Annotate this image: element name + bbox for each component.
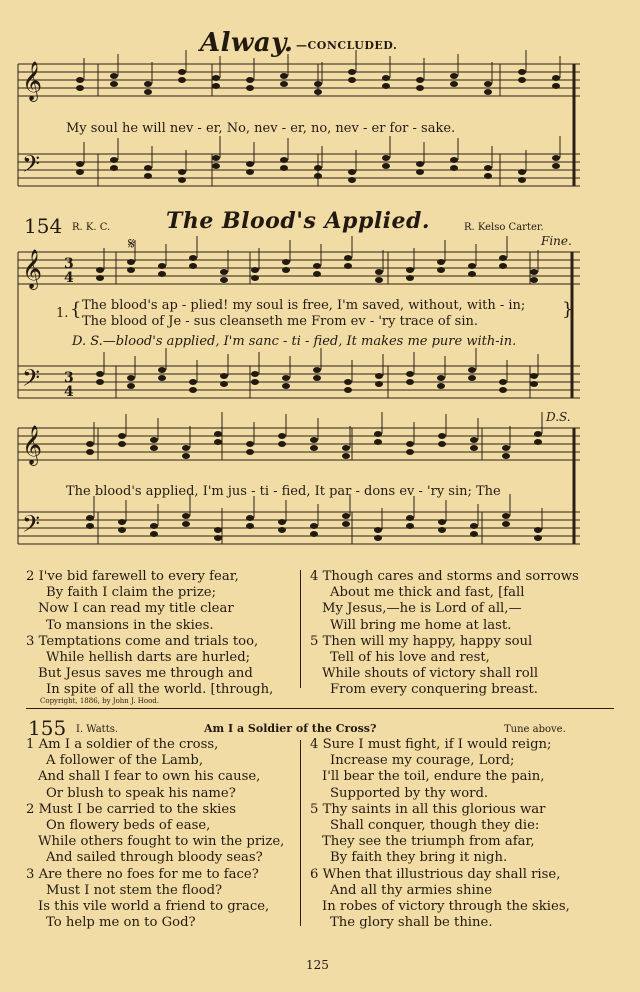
note-head <box>158 263 166 269</box>
note-head <box>182 513 190 519</box>
note-head <box>344 255 352 261</box>
note-head <box>110 165 118 171</box>
note-head <box>374 439 382 445</box>
note-head <box>382 75 390 81</box>
note-head <box>314 81 322 87</box>
note-head <box>437 375 445 381</box>
note-head <box>280 157 288 163</box>
stanza-line: 2 Must I be carried to the skies <box>26 801 236 817</box>
note-head <box>282 259 290 265</box>
note-head <box>438 527 446 533</box>
note-head <box>530 381 538 387</box>
note-head <box>110 157 118 163</box>
note-head <box>246 523 254 529</box>
note-head <box>158 271 166 277</box>
stanza-line: In robes of victory through the skies, <box>322 899 570 915</box>
note-head <box>342 445 350 451</box>
note-head <box>344 379 352 385</box>
note-head <box>127 383 135 389</box>
note-head <box>246 515 254 521</box>
note-head <box>375 373 383 379</box>
note-head <box>437 259 445 265</box>
note-head <box>251 267 259 273</box>
note-head <box>314 165 322 171</box>
note-head <box>342 513 350 519</box>
note-head <box>246 77 254 83</box>
note-head <box>499 263 507 269</box>
stanzas-155-right <box>310 737 620 931</box>
note-head <box>96 371 104 377</box>
note-head <box>416 169 424 175</box>
stanza-number: 5 <box>310 801 323 817</box>
note-head <box>280 73 288 79</box>
note-head <box>76 161 84 167</box>
note-head <box>470 437 478 443</box>
note-head <box>246 85 254 91</box>
note-head <box>534 431 542 437</box>
note-head <box>86 449 94 455</box>
note-head <box>280 81 288 87</box>
verse-1-line-2: The blood of Je - sus cleanseth me From ev - 'ry trace of sin. <box>82 314 479 329</box>
note-head <box>438 441 446 447</box>
stanza-line: Supported by thy word. <box>330 785 489 801</box>
note-head <box>348 177 356 183</box>
stanza-number: 1 <box>26 737 39 752</box>
stanza-line: About me thick and fast, [fall <box>330 585 525 601</box>
note-head <box>416 161 424 167</box>
stanza-line: On flowery beds of ease, <box>46 818 211 834</box>
note-head <box>150 531 158 537</box>
note-head <box>438 433 446 439</box>
hymn-154-number: 154 <box>24 214 63 238</box>
note-head <box>110 73 118 79</box>
stanza-line: Or blush to speak his name? <box>46 785 236 801</box>
stanza-line: By faith they bring it nigh. <box>330 850 508 866</box>
stanza-line: Tell of his love and rest, <box>330 650 490 666</box>
note-head <box>246 441 254 447</box>
note-head <box>450 157 458 163</box>
note-head <box>212 155 220 161</box>
note-head <box>282 375 290 381</box>
note-head <box>76 85 84 91</box>
note-head <box>470 531 478 537</box>
note-head <box>86 441 94 447</box>
stanza-line: By faith I claim the prize; <box>46 585 217 601</box>
note-head <box>348 169 356 175</box>
note-head <box>348 69 356 75</box>
note-head <box>189 387 197 393</box>
note-head <box>342 453 350 459</box>
note-head <box>416 85 424 91</box>
note-head <box>278 519 286 525</box>
stanza-line: To help me on to God? <box>46 915 196 931</box>
note-head <box>375 277 383 283</box>
note-head <box>178 169 186 175</box>
svg-text:4: 4 <box>64 270 74 286</box>
stanzas-155-left <box>26 737 306 931</box>
note-head <box>344 387 352 393</box>
alway-lyric: My soul he will nev - er, No, nev - er, no, nev - er for - sake. <box>66 121 456 136</box>
stanza-number: 4 <box>310 569 323 584</box>
refrain-lyric: The blood's applied, I'm jus - ti - fied, It par - dons ev - 'ry sin; The <box>66 484 501 499</box>
note-head <box>313 263 321 269</box>
stanza-line: Shall conquer, though they die: <box>330 818 540 834</box>
note-head <box>214 439 222 445</box>
note-head <box>344 263 352 269</box>
note-head <box>374 535 382 541</box>
note-head <box>144 81 152 87</box>
note-head <box>118 433 126 439</box>
note-head <box>406 523 414 529</box>
note-head <box>86 523 94 529</box>
note-head <box>189 263 197 269</box>
note-head <box>382 83 390 89</box>
hymn-154-title: The Blood's Applied. <box>166 208 431 234</box>
stanza-number: 4 <box>310 737 323 752</box>
note-head <box>127 375 135 381</box>
hymn-155-tune: Tune above. <box>504 724 566 735</box>
note-head <box>552 83 560 89</box>
note-head <box>127 267 135 273</box>
stanza-line: A follower of the Lamb, <box>46 753 204 769</box>
note-head <box>552 163 560 169</box>
note-head <box>484 173 492 179</box>
note-head <box>178 69 186 75</box>
svg-text:3: 3 <box>64 256 74 272</box>
note-head <box>518 169 526 175</box>
note-head <box>468 271 476 277</box>
note-head <box>76 169 84 175</box>
note-head <box>450 81 458 87</box>
note-head <box>552 155 560 161</box>
blood-bass-staff-2 <box>18 512 580 544</box>
stanzas-154-right <box>310 569 620 699</box>
note-head <box>502 453 510 459</box>
stanza-line: 3 Temptations come and trials too, <box>26 633 259 649</box>
stanza-line: My Jesus,—he is Lord of all,— <box>322 601 522 617</box>
stanza-line: Increase my courage, Lord; <box>330 753 515 769</box>
note-head <box>348 77 356 83</box>
note-head <box>468 367 476 373</box>
stanza-line: 5 Thy saints in all this glorious war <box>310 801 546 817</box>
note-head <box>530 277 538 283</box>
stanza-line: And sailed through bloody seas? <box>46 850 263 866</box>
stanza-number: 3 <box>26 866 39 882</box>
note-head <box>214 431 222 437</box>
stanza-line: While others fought to win the prize, <box>38 834 285 850</box>
stanza-line: And all thy armies shine <box>330 882 493 898</box>
note-head <box>282 267 290 273</box>
note-head <box>313 375 321 381</box>
note-head <box>76 77 84 83</box>
note-head <box>150 437 158 443</box>
section-subtitle: —CONCLUDED. <box>296 39 398 52</box>
note-head <box>251 275 259 281</box>
note-head <box>182 445 190 451</box>
note-head <box>150 523 158 529</box>
stanza-line: In spite of all the world. [through, <box>46 682 274 698</box>
note-head <box>189 379 197 385</box>
note-head <box>518 77 526 83</box>
note-head <box>437 383 445 389</box>
alway-bass-staff <box>18 154 580 186</box>
note-head <box>374 431 382 437</box>
note-head <box>534 439 542 445</box>
note-head <box>214 527 222 533</box>
note-head <box>470 445 478 451</box>
note-head <box>144 173 152 179</box>
note-head <box>375 381 383 387</box>
note-head <box>406 379 414 385</box>
svg-text:4: 4 <box>64 384 74 400</box>
note-head <box>246 161 254 167</box>
note-head <box>278 433 286 439</box>
note-head <box>468 263 476 269</box>
stanza-line: Must I not stem the flood? <box>46 882 223 898</box>
note-head <box>375 269 383 275</box>
note-head <box>280 165 288 171</box>
note-head <box>212 83 220 89</box>
stanza-line: I'll bear the toil, endure the pain, <box>322 769 545 785</box>
hymn-155-title: Am I a Soldier of the Cross? <box>204 722 377 735</box>
note-head <box>310 437 318 443</box>
note-head <box>518 69 526 75</box>
stanza-number: 6 <box>310 866 323 882</box>
note-head <box>406 515 414 521</box>
note-head <box>96 275 104 281</box>
stanza-line: From every conquering breast. <box>330 682 538 698</box>
note-head <box>502 521 510 527</box>
note-head <box>450 165 458 171</box>
note-head <box>158 367 166 373</box>
ds-line: D. S.—blood's applied, I'm sanc - ti - fied, It makes me pure with-in. <box>72 334 517 349</box>
note-head <box>470 523 478 529</box>
note-head <box>416 77 424 83</box>
note-head <box>246 169 254 175</box>
note-head <box>214 535 222 541</box>
note-head <box>310 531 318 537</box>
stanza-line: 4 Sure I must fight, if I would reign; <box>310 737 552 752</box>
note-head <box>502 445 510 451</box>
note-head <box>518 177 526 183</box>
svg-text:𝄢: 𝄢 <box>22 510 41 543</box>
note-head <box>484 89 492 95</box>
stanza-number: 3 <box>26 633 39 649</box>
note-head <box>499 379 507 385</box>
verse-number: 1. <box>56 306 69 321</box>
note-head <box>484 81 492 87</box>
note-head <box>220 373 228 379</box>
blood-treble-staff-2 <box>18 428 580 460</box>
note-head <box>530 373 538 379</box>
note-head <box>382 163 390 169</box>
note-head <box>484 165 492 171</box>
stanza-line: The glory shall be thine. <box>330 915 493 931</box>
note-head <box>96 379 104 385</box>
note-head <box>314 173 322 179</box>
stanza-line: To mansions in the skies. <box>46 617 214 633</box>
note-head <box>502 513 510 519</box>
note-head <box>144 89 152 95</box>
note-head <box>220 381 228 387</box>
note-head <box>406 371 414 377</box>
stanza-line: 3 Are there no foes for me to face? <box>26 866 259 882</box>
note-head <box>438 519 446 525</box>
page-number: 125 <box>306 958 329 972</box>
svg-text:3: 3 <box>64 370 74 386</box>
stanza-line: While shouts of victory shall roll <box>322 666 539 682</box>
note-head <box>314 89 322 95</box>
note-head <box>118 441 126 447</box>
segno-sign: 𝄋 <box>128 234 135 253</box>
stanza-line: 1 Am I a soldier of the cross, <box>26 737 219 752</box>
note-head <box>251 379 259 385</box>
note-head <box>150 445 158 451</box>
note-head <box>406 441 414 447</box>
note-head <box>182 453 190 459</box>
stanza-number: 2 <box>26 801 39 817</box>
note-head <box>220 269 228 275</box>
stanza-line: While hellish darts are hurled; <box>46 650 251 666</box>
note-head <box>278 441 286 447</box>
stanza-line: 4 Though cares and storms and sorrows <box>310 569 579 584</box>
stanzas-154-left <box>26 569 306 699</box>
note-head <box>406 275 414 281</box>
note-head <box>110 81 118 87</box>
note-head <box>220 277 228 283</box>
stanza-line: 6 When that illustrious day shall rise, <box>310 866 561 882</box>
note-head <box>189 255 197 261</box>
hymn-154-author: R. K. C. <box>72 222 111 233</box>
note-head <box>499 387 507 393</box>
note-head <box>310 445 318 451</box>
hymn-154-composer: R. Kelso Carter. <box>464 222 544 233</box>
note-head <box>251 371 259 377</box>
stanza-line: Now I can read my title clear <box>38 601 234 617</box>
note-head <box>158 375 166 381</box>
bass-clef: 𝄢 <box>22 150 41 183</box>
note-head <box>212 163 220 169</box>
note-head <box>406 267 414 273</box>
note-head <box>178 177 186 183</box>
note-head <box>468 375 476 381</box>
svg-text:𝄢: 𝄢 <box>22 364 41 397</box>
note-head <box>313 367 321 373</box>
hymn-155-number: 155 <box>28 716 67 740</box>
copyright: Copyright, 1886, by John J. Hood. <box>40 697 159 705</box>
stanza-line: 2 I've bid farewell to every fear, <box>26 569 239 584</box>
note-head <box>212 75 220 81</box>
stanza-number: 2 <box>26 569 39 584</box>
note-head <box>310 523 318 529</box>
note-head <box>530 269 538 275</box>
note-head <box>382 155 390 161</box>
note-head <box>246 449 254 455</box>
stanza-line: But Jesus saves me through and <box>38 666 253 682</box>
note-head <box>96 267 104 273</box>
note-head <box>374 527 382 533</box>
stanza-line: They see the triumph from afar, <box>322 834 535 850</box>
note-head <box>86 515 94 521</box>
note-head <box>552 75 560 81</box>
stanza-line: 5 Then will my happy, happy soul <box>310 633 533 649</box>
note-head <box>118 519 126 525</box>
note-head <box>534 527 542 533</box>
svg-text:𝄞: 𝄞 <box>22 249 43 289</box>
note-head <box>127 259 135 265</box>
note-head <box>282 383 290 389</box>
hymn-155-author: I. Watts. <box>76 724 119 735</box>
note-head <box>144 165 152 171</box>
note-head <box>406 449 414 455</box>
note-head <box>450 73 458 79</box>
note-head <box>178 77 186 83</box>
note-head <box>342 521 350 527</box>
note-head <box>437 267 445 273</box>
hymnal-page: Alway. —CONCLUDED. 𝄞 𝄢 𝄞 𝄢 3 4 3 4 𝄞 𝄢 My soul he will nev - er, No, nev - er, no, nev - er for - sake. 154 R. K. C. The Blood's Applied. R. Kelso Carter. 𝄋 Fine. 1. { The blood's ap - plied! my soul is free, I'm saved, without, with - in; The blood of Je - sus cleanseth me From ev - 'ry trace of sin. } D. S.—blood's applied, I'm sanc - ti - fied, It makes me pure with-in. D.S. The blood's applied, I'm jus - ti - fied, It par - dons ev - 'ry sin; The 2 I've bid farewell to every fear, By faith I claim the prize; Now I can read my title clear To mansions in the skies. 3 Temptations come and trials too, While hellish darts are hurled; But Jesus saves me through and In spite of all the world. [through, 4 Though cares and storms and sorrows About me thick and fast, [fall My Jesus,—he is Lord of all,— Will bring me home at last. 5 Then will my happy, happy soul Tell of his love and rest, While shouts of victory shall roll From every conquering breast. Copyright, 1886, by John J. Hood. 155 I. Watts. Am I a Soldier of the Cross? Tune above. 1 Am I a soldier of the cross, A follower of the Lamb, And shall I fear to own his cause, Or blush to speak his name? 2 Must I be carried to the skies On flowery beds of ease, While others fought to win the prize, And sailed through bloody seas? 3 Are there no foes for me to face? Must I not stem the flood? Is this vile world a friend to grace, To help me on to God? 4 Sure I must fight, if I would reign; Increase my courage, Lord; I'll bear the toil, endure the pain, Supported by thy word. 5 Thy saints in all this glorious war Shall conquer, though they die: They see the triumph from afar, By faith they bring it nigh. 6 When that illustrious day shall rise, And all thy armies shine In robes of victory through the skies, The glory shall be thine. 125 <box>0 0 640 992</box>
note-head <box>278 527 286 533</box>
fine-mark: Fine. <box>541 234 572 248</box>
stanza-number: 5 <box>310 633 323 649</box>
note-head <box>313 271 321 277</box>
svg-text:𝄞: 𝄞 <box>22 425 43 465</box>
alway-treble-staff <box>18 64 580 96</box>
ds-mark: D.S. <box>546 410 571 424</box>
stanza-line: Is this vile world a friend to grace, <box>38 899 270 915</box>
note-head <box>118 527 126 533</box>
note-head <box>534 535 542 541</box>
stanza-line: And shall I fear to own his cause, <box>38 769 261 785</box>
note-head <box>182 521 190 527</box>
treble-clef: 𝄞 <box>22 61 43 101</box>
verse-1-line-1: The blood's ap - plied! my soul is free, I'm saved, without, with - in; <box>82 298 526 313</box>
stanza-line: Will bring me home at last. <box>330 617 512 633</box>
section-title: Alway. <box>200 28 294 58</box>
note-head <box>499 255 507 261</box>
